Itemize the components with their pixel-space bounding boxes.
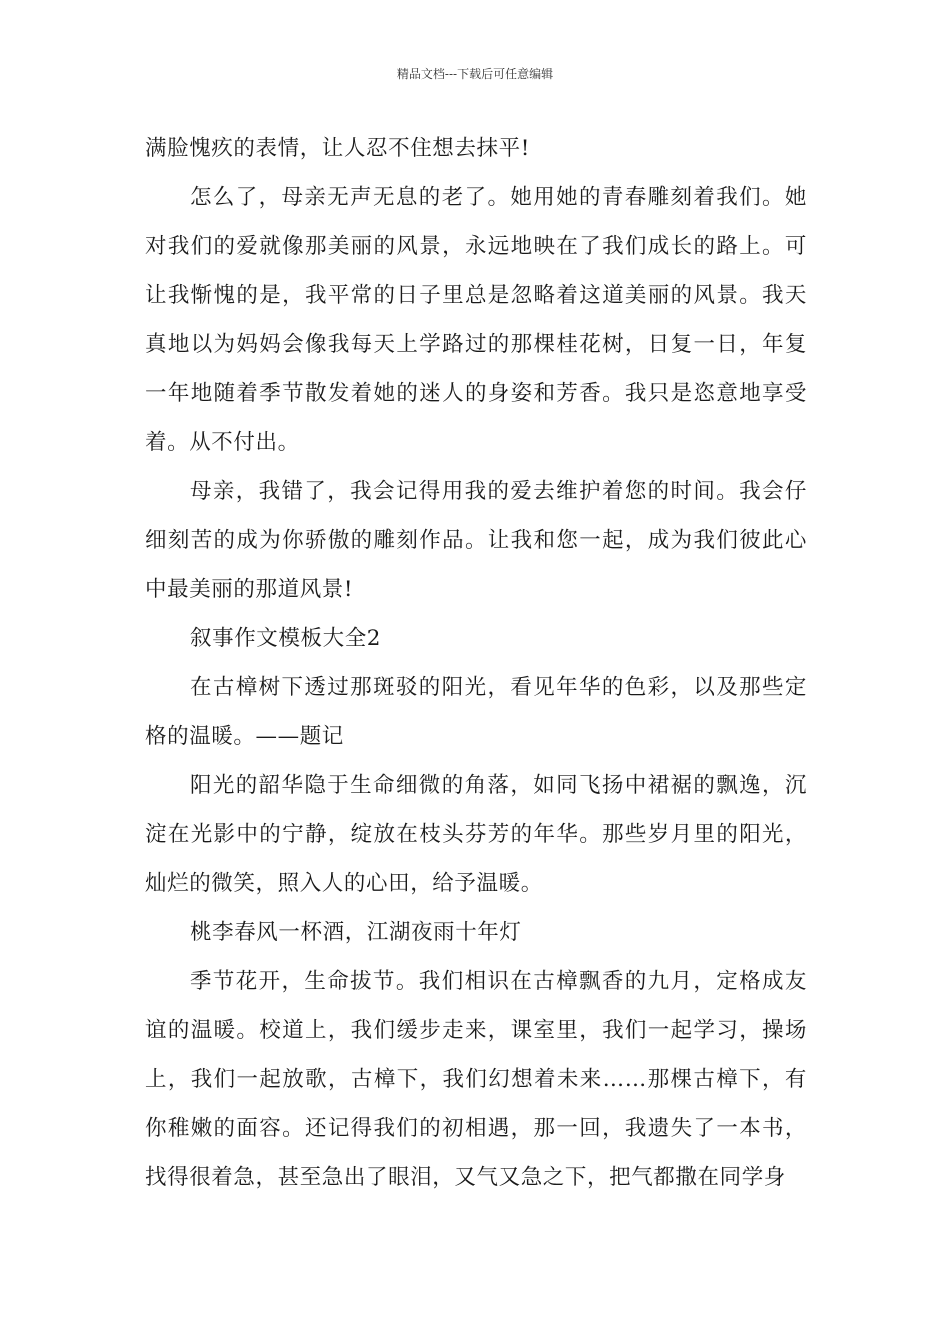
paragraph: 阳光的韶华隐于生命细微的角落，如同飞扬中裙裾的飘逸，沉淀在光影中的宁静，绽放在枝头芬芳的年华。那些岁月里的阳光，灿烂的微笑，照入人的心田，给予温暖。 (145, 773, 807, 896)
section-heading: 叙事作文模板大全2 (190, 626, 382, 651)
paragraph: 季节花开，生命拔节。我们相识在古樟飘香的九月，定格成友谊的温暖。校道上，我们缓步走来，课室里，我们一起学习，操场上，我们一起放歌，古樟下，我们幻想着未来……那棵古樟下，有你稚嫩的面容。还记得我们的初相遇，那一回，我遗失了一本书，找得很着急，甚至急出了眼泪，又气又急之下，把气都撒在同学身 (145, 969, 807, 1190)
paragraph: 满脸愧疚的表情，让人忍不住想去抹平! (145, 136, 530, 161)
subheading-line: 桃李春风一杯酒，江湖夜雨十年灯 (190, 920, 522, 945)
page-header: 精品文档---下载后可任意编辑 (396, 67, 554, 81)
paragraph: 怎么了，母亲无声无息的老了。她用她的青春雕刻着我们。她对我们的爱就像那美丽的风景，永远地映在了我们成长的路上。可让我惭愧的是，我平常的日子里总是忽略着这道美丽的风景。我天真地以为妈妈会像我每天上学路过的那棵桂花树，日复一日，年复一年地随着季节散发着她的迷人的身姿和芳香。我只是恣意地享受着。从不付出。 (145, 185, 807, 455)
paragraph: 母亲，我错了，我会记得用我的爱去维护着您的时间。我会仔细刻苦的成为你骄傲的雕刻作品。让我和您一起，成为我们彼此心中最美丽的那道风景! (145, 479, 807, 602)
document-body (145, 124, 807, 1202)
paragraph: 在古樟树下透过那斑驳的阳光，看见年华的色彩，以及那些定格的温暖。——题记 (145, 675, 807, 749)
